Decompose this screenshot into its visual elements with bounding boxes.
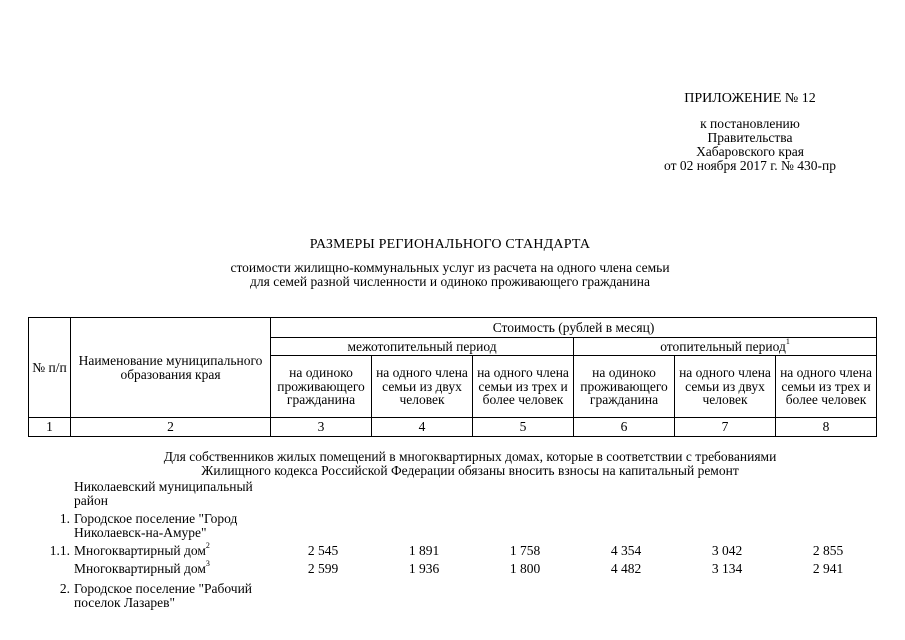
header-sub-col: на одного члена семьи из двух человек (675, 356, 776, 418)
row-value: 1 800 (509, 561, 541, 576)
row-number: 2. (59, 581, 70, 596)
document-title-block (120, 238, 780, 289)
row-name-text: Многоквартирный дом (74, 543, 206, 558)
row-value: 4 482 (610, 561, 642, 576)
row-value: 3 134 (711, 561, 743, 576)
header-sub-col: на одиноко проживающего гражданина (574, 356, 675, 418)
header-sub-col: на одиноко проживающего гражданина (271, 356, 372, 418)
appendix-line-2: Правительства (707, 129, 793, 145)
header-sub-col: на одного члена семьи из трех и более человек (473, 356, 574, 418)
standards-table (28, 317, 877, 437)
appendix-line-4: от 02 ноября 2017 г. № 430-пр (664, 158, 836, 174)
row-value: 2 941 (812, 561, 844, 576)
column-number: 1 (29, 418, 71, 437)
column-number: 3 (271, 418, 372, 437)
header-period-2-label: отопительный период (660, 338, 786, 354)
row-value: 2 545 (307, 543, 339, 558)
header-period-2 (574, 338, 877, 356)
row-number: 1.1. (49, 543, 70, 558)
row-name: Городское поселение "Город Николаевск-на-Амуре" (74, 511, 238, 541)
column-number: 2 (71, 418, 271, 437)
row-name: Николаевский муниципальный район (74, 479, 253, 509)
document-title: РАЗМЕРЫ РЕГИОНАЛЬНОГО СТАНДАРТА (309, 237, 591, 252)
row-value: 2 599 (307, 561, 339, 576)
header-period-1: межотопительный период (271, 338, 574, 356)
row-name (74, 559, 284, 576)
row-number: 1. (59, 511, 70, 526)
header-period-2-footnote: 1 (785, 336, 790, 346)
header-col-name: Наименование муниципального образования края (71, 318, 271, 418)
row-name-text: Многоквартирный дом (74, 561, 206, 576)
header-col-no: № п/п (29, 318, 71, 418)
row-footnote: 2 (205, 541, 210, 550)
row-value: 3 042 (711, 543, 743, 558)
appendix-line-1: к постановлению (700, 115, 800, 131)
row-value: 4 354 (610, 543, 642, 558)
document-subtitle-2: для семей разной численности и одиноко проживающего гражданина (250, 273, 650, 289)
row-value: 2 855 (812, 543, 844, 558)
column-number: 5 (473, 418, 574, 437)
row-value: 1 758 (509, 543, 541, 558)
header-sub-col: на одного члена семьи из трех и более человек (776, 356, 877, 418)
column-number: 6 (574, 418, 675, 437)
row-value: 1 891 (408, 543, 440, 558)
header-cost: Стоимость (рублей в месяц) (271, 318, 877, 338)
column-number: 8 (776, 418, 877, 437)
row-footnote: 3 (205, 559, 210, 568)
section-note-line-1: Для собственников жилых помещений в многоквартирных домах, которые в соответствии с требованиями (163, 449, 777, 464)
document-subtitle-1: стоимости жилищно-коммунальных услуг из расчета на одного члена семьи (230, 259, 670, 275)
row-value: 1 936 (408, 561, 440, 576)
column-number: 4 (372, 418, 473, 437)
row-name (74, 541, 284, 558)
row-name: Городское поселение "Рабочий поселок Лазарев" (74, 581, 253, 611)
column-number: 7 (675, 418, 776, 437)
section-note-line-2: Жилищного кодекса Российской Федерации обязаны вносить взносы на капитальный ремонт (201, 463, 739, 479)
header-sub-col: на одного члена семьи из двух человек (372, 356, 473, 418)
appendix-line-3: Хабаровского края (696, 144, 804, 160)
appendix-block (640, 92, 860, 173)
appendix-title: ПРИЛОЖЕНИЕ № 12 (684, 91, 816, 106)
section-note (70, 450, 870, 478)
